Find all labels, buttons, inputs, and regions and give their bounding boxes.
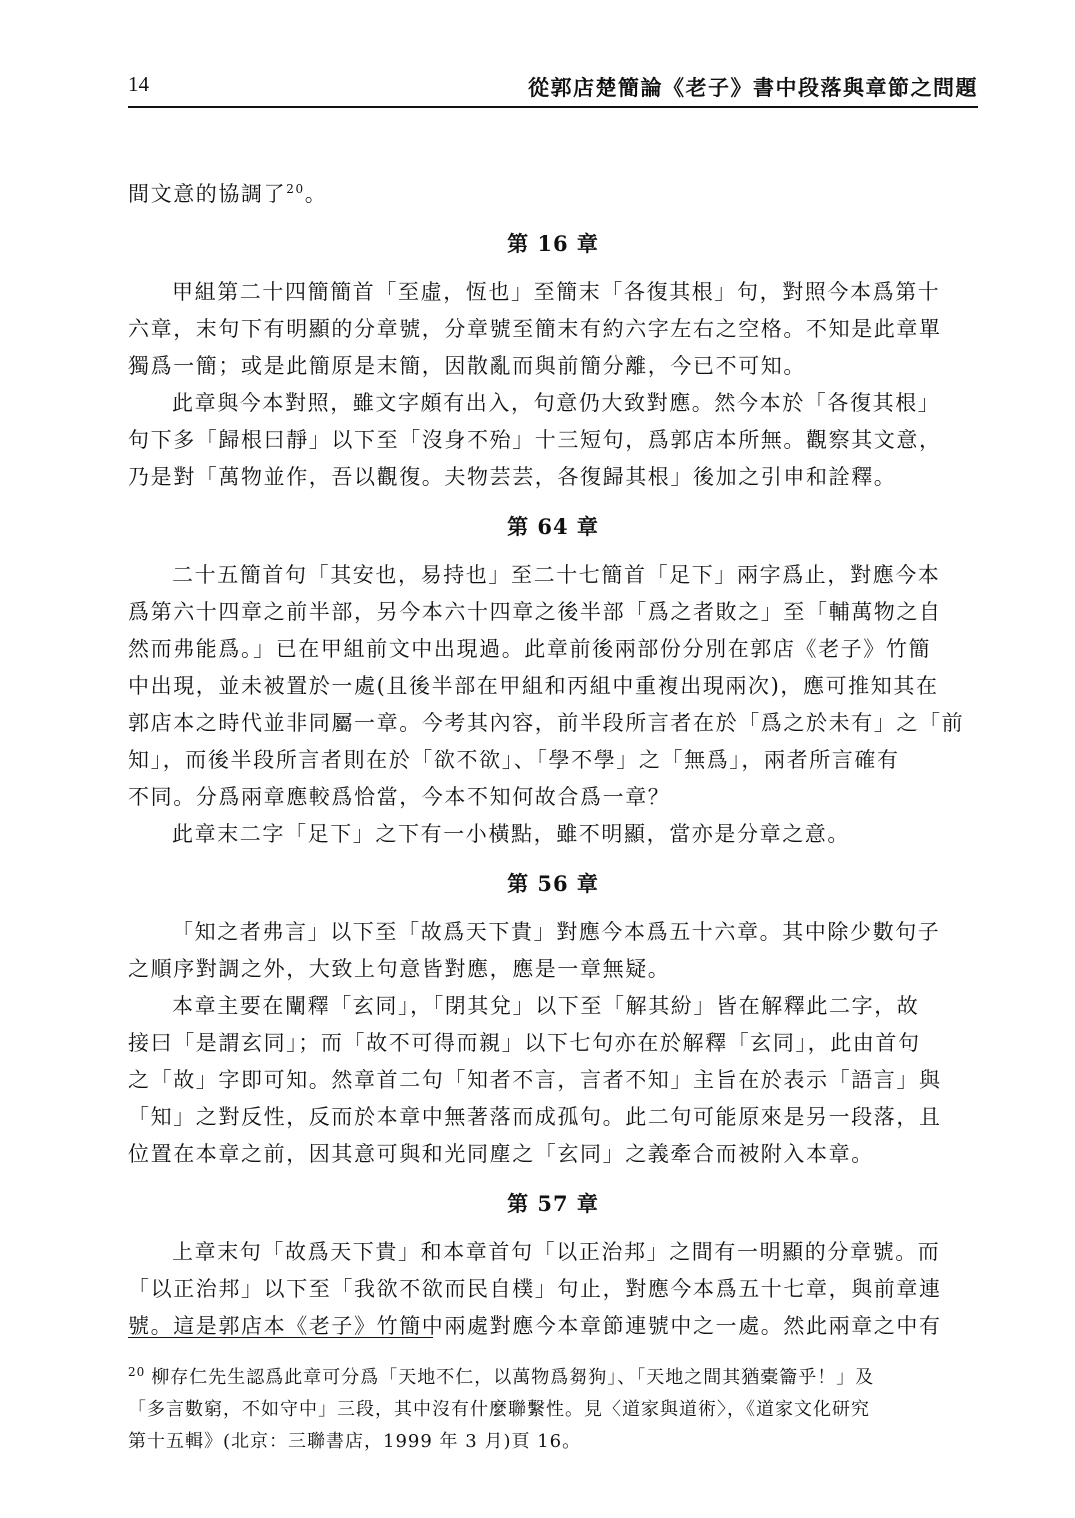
footnote-text: 第十五輯》(北京：三聯書店，1999 年 3 月)頁 16。 bbox=[128, 1431, 582, 1452]
footnote-rule bbox=[128, 1337, 433, 1338]
footnote-text: 柳存仁先生認爲此章可分爲「天地不仁，以萬物爲芻狗」、「天地之間其猶橐籥乎！」及 bbox=[151, 1367, 875, 1388]
footnotes bbox=[128, 1356, 978, 1458]
text-line: 然而弗能爲。」已在甲組前文中出現過。此章前後兩部份分別在郭店《老子》竹簡 bbox=[128, 637, 932, 661]
chapter-heading: 第 64 章 bbox=[507, 514, 599, 539]
text-line: 不同。分爲兩章應較爲恰當，今本不知何故合爲一章？ bbox=[128, 785, 671, 809]
footnote-text: 「多言數窮，不如守中」三段，其中沒有什麼聯繫性。見〈道家與道術〉，《道家文化研究 bbox=[128, 1399, 870, 1420]
footnote-line bbox=[128, 1356, 978, 1394]
text-line: 郭店本之時代並非同屬一章。今考其內容，前半段所言者在於「爲之於未有」之「前 bbox=[128, 711, 965, 735]
text-line: 號。這是郭店本《老子》竹簡中兩處對應今本章節連號中之一處。然此兩章之中有 bbox=[128, 1314, 942, 1338]
text-line: 位置在本章之前，因其意可與和光同塵之「玄同」之義牽合而被附入本章。 bbox=[128, 1142, 874, 1166]
chapter-sections bbox=[128, 225, 978, 1345]
opening-line bbox=[128, 176, 978, 213]
text-line: 二十五簡首句「其安也，易持也」至二十七簡首「足下」兩字爲止，對應今本 bbox=[172, 563, 941, 587]
chapter-heading: 第 56 章 bbox=[507, 871, 599, 896]
header-rule bbox=[128, 106, 978, 108]
paragraph bbox=[128, 274, 978, 385]
page-number: 14 bbox=[128, 72, 149, 96]
paragraph bbox=[128, 988, 978, 1173]
chapter-heading: 第 16 章 bbox=[507, 231, 599, 256]
text-line: 此章末二字「足下」之下有一小橫點，雖不明顯，當亦是分章之意。 bbox=[172, 822, 850, 846]
text-line: 「知之者弗言」以下至「故爲天下貴」對應今本爲五十六章。其中除少數句子 bbox=[172, 920, 941, 944]
footnote-reference[interactable]: 20 bbox=[286, 182, 305, 196]
opening-text: 間文意的協調了 bbox=[128, 182, 287, 206]
chapter-heading: 第 57 章 bbox=[507, 1191, 599, 1216]
text-line: 甲組第二十四簡簡首「至虛，恆也」至簡末「各復其根」句，對照今本爲第十 bbox=[172, 280, 941, 304]
text-line: 獨爲一簡；或是此簡原是末簡，因散亂而與前簡分離，今已不可知。 bbox=[128, 354, 806, 378]
text-line: 上章末句「故爲天下貴」和本章首句「以正治邦」之間有一明顯的分章號。而 bbox=[172, 1240, 941, 1264]
running-title: 從郭店楚簡論《老子》書中段落與章節之問題 bbox=[528, 75, 978, 100]
footnote-number: 20 bbox=[128, 1365, 146, 1379]
text-line: 爲第六十四章之前半部，另今本六十四章之後半部「爲之者敗之」至「輔萬物之自 bbox=[128, 600, 942, 624]
text-line: 六章，末句下有明顯的分章號，分章號至簡末有約六字左右之空格。不知是此章單 bbox=[128, 317, 942, 341]
text-line: 接曰「是謂玄同」；而「故不可得而親」以下七句亦在於解釋「玄同」，此由首句 bbox=[128, 1031, 921, 1055]
text-line: 本章主要在闡釋「玄同」，「閉其兌」以下至「解其紛」皆在解釋此二字，故 bbox=[172, 994, 920, 1018]
paragraph bbox=[128, 914, 978, 988]
text-line: 中出現，並未被置於一處(且後半部在甲組和丙組中重複出現兩次)，應可推知其在 bbox=[128, 674, 939, 698]
text-line: 「以正治邦」以下至「我欲不欲而民自樸」句止，對應今本爲五十七章，與前章連 bbox=[128, 1277, 942, 1301]
text-line: 知」，而後半段所言者則在於「欲不欲」、「學不學」之「無爲」，兩者所言確有 bbox=[128, 748, 900, 772]
paragraph bbox=[128, 1234, 978, 1345]
body-text bbox=[128, 176, 978, 1345]
paragraph bbox=[128, 385, 978, 496]
text-line: 句下多「歸根曰靜」以下至「沒身不殆」十三短句，爲郭店本所無。觀察其文意， bbox=[128, 428, 942, 452]
text-line: 此章與今本對照，雖文字頗有出入，句意仍大致對應。然今本於「各復其根」 bbox=[172, 391, 941, 415]
paragraph bbox=[128, 816, 978, 853]
page-header bbox=[128, 72, 978, 104]
text-line: 之「故」字即可知。然章首二句「知者不言，言者不知」主旨在於表示「語言」與 bbox=[128, 1068, 942, 1092]
opening-punct: 。 bbox=[304, 182, 328, 206]
paragraph bbox=[128, 557, 978, 816]
footnote-line bbox=[128, 1426, 978, 1458]
text-line: 之順序對調之外，大致上句意皆對應，應是一章無疑。 bbox=[128, 957, 671, 981]
footnote-line bbox=[128, 1394, 978, 1426]
text-line: 乃是對「萬物並作，吾以觀復。夫物芸芸，各復歸其根」後加之引申和詮釋。 bbox=[128, 465, 897, 489]
text-line: 「知」之對反性，反而於本章中無著落而成孤句。此二句可能原來是另一段落，且 bbox=[128, 1105, 942, 1129]
